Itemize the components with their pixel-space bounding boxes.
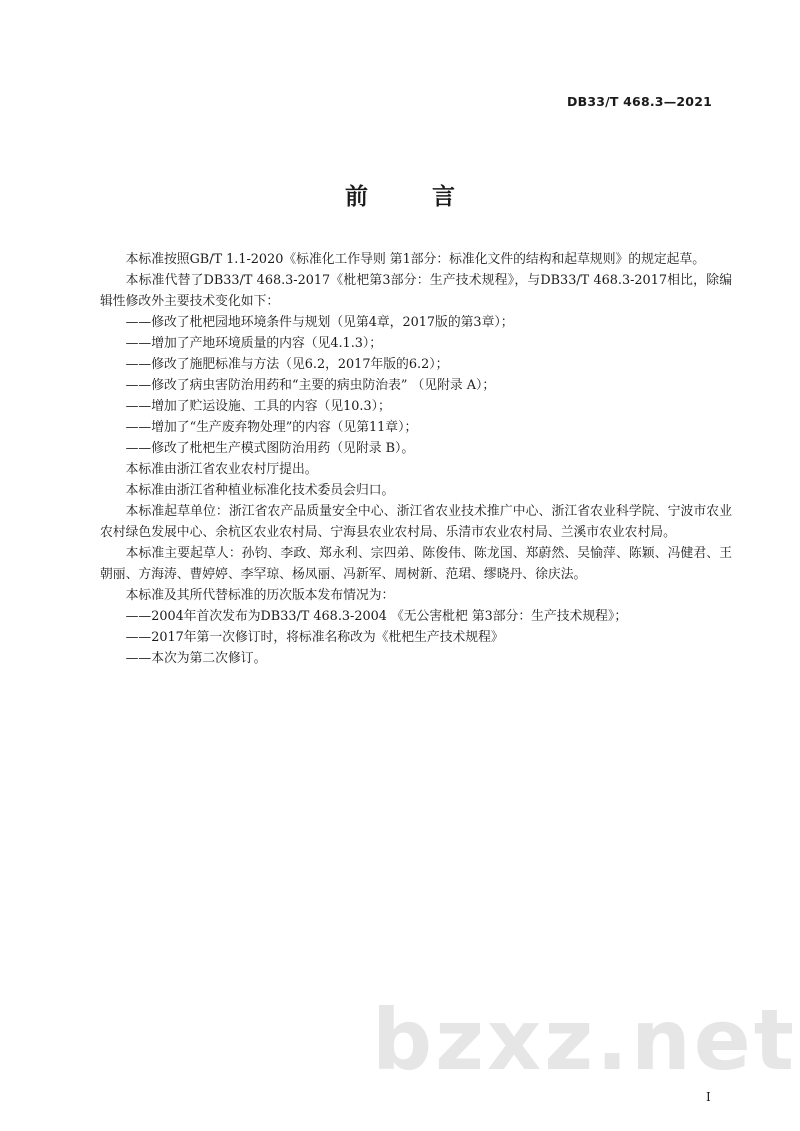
watermark-text: bzxz.net: [372, 991, 797, 1089]
paragraph-drafting-rules: 本标准按照GB/T 1.1-2020《标准化工作导则 第1部分：标准化文件的结构和起草规则》的规定起草。: [125, 252, 706, 267]
paragraph-proposer: 本标准由浙江省农业农村厅提出。: [125, 462, 318, 477]
document-body: [100, 249, 732, 669]
history-item: ——2004年首次发布为DB33/T 468.3-2004 《无公害枇杷 第3部分：生产技术规程》；: [125, 609, 628, 624]
paragraph-history-intro: 本标准及其所代替标准的历次版本发布情况为：: [125, 588, 395, 603]
change-item: ——增加了产地环境质量的内容（见4.1.3）；: [125, 336, 383, 351]
history-item: ——本次为第二次修订。: [125, 651, 267, 666]
paragraph-drafters: 本标准主要起草人：孙钧、李政、郑永利、宗四弟、陈俊伟、陈龙国、郑蔚然、吴愉萍、陈颖、冯健君、王朝丽、方海涛、曹婷婷、李罕琼、杨凤丽、冯新军、周树新、范珺、缪晓丹、徐庆法。: [100, 546, 732, 582]
page-title: 前 言: [344, 183, 483, 210]
change-item: ——修改了施肥标准与方法（见6.2，2017年版的6.2）；: [125, 357, 449, 372]
paragraph-drafting-units: 本标准起草单位：浙江省农产品质量安全中心、浙江省农业技术推广中心、浙江省农业科学院、宁波市农业农村绿色发展中心、余杭区农业农村局、宁海县农业农村局、乐清市农业农村局、兰溪市农业农村局。: [100, 504, 732, 540]
paragraph-committee: 本标准由浙江省种植业标准化技术委员会归口。: [125, 483, 395, 498]
change-item: ——增加了贮运设施、工具的内容（见10.3）；: [125, 399, 391, 414]
history-item: ——2017年第一次修订时，将标准名称改为《枇杷生产技术规程》: [125, 630, 504, 645]
change-item: ——修改了病虫害防治用药和“主要的病虫防治表” （见附录 A）；: [125, 378, 496, 393]
change-item: ——增加了“生产废弃物处理”的内容（见第11章）；: [125, 420, 418, 435]
change-item: ——修改了枇杷生产模式图防治用药（见附录 B）。: [125, 441, 415, 456]
page-number: I: [706, 1090, 711, 1104]
standard-code: DB33/T 468.3—2021: [567, 94, 712, 109]
change-item: ——修改了枇杷园地环境条件与规划（见第4章，2017版的第3章）；: [125, 315, 514, 330]
paragraph-replacement: 本标准代替了DB33/T 468.3-2017《枇杷第3部分：生产技术规程》，与DB33/T 468.3-2017相比，除编辑性修改外主要技术变化如下：: [100, 273, 732, 309]
